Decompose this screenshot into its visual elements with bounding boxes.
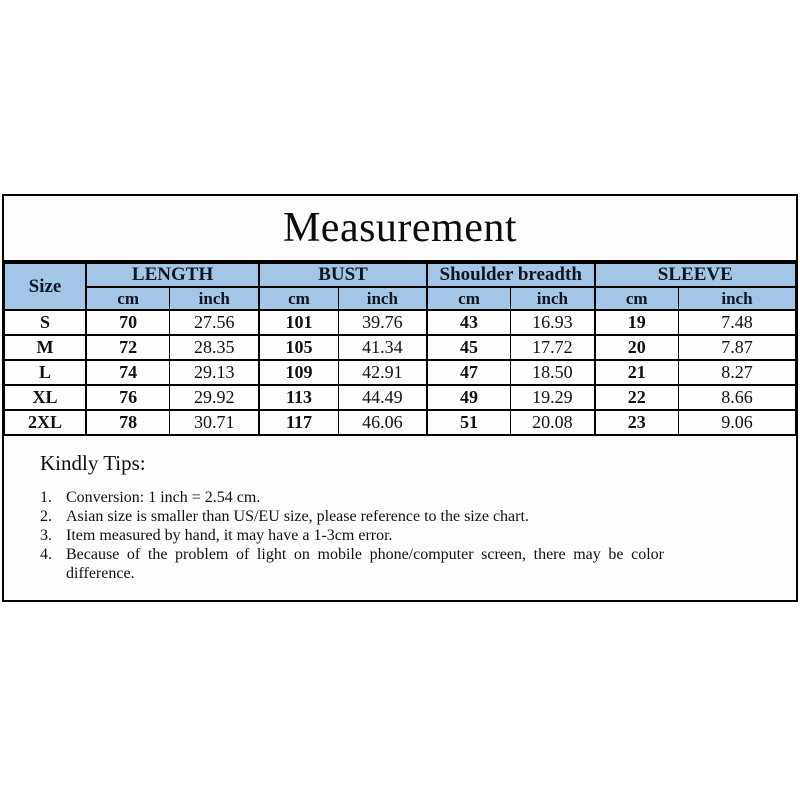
shoulder-cm-value: 43 <box>427 310 511 335</box>
tip-item <box>40 488 664 507</box>
length-inch-header: inch <box>170 287 259 310</box>
bust-inch-value: 39.76 <box>338 310 427 335</box>
tip-number: 1. <box>40 489 52 506</box>
tips-list <box>40 488 664 583</box>
sleeve-cm-value: 21 <box>595 360 679 385</box>
bust-cm-value: 113 <box>259 385 338 410</box>
length-inch-value: 29.92 <box>170 385 259 410</box>
length-group-header: LENGTH <box>86 263 259 287</box>
bust-inch-value: 46.06 <box>338 410 427 435</box>
tip-item <box>40 526 664 545</box>
bust-inch-value: 42.91 <box>338 360 427 385</box>
table-row-xl <box>5 385 796 410</box>
tip-item <box>40 507 664 526</box>
length-cm-header: cm <box>86 287 170 310</box>
sleeve-cm-value: 22 <box>595 385 679 410</box>
sleeve-inch-value: 9.06 <box>678 410 795 435</box>
tips-heading: Kindly Tips: <box>40 451 146 475</box>
tip-text: Conversion: 1 inch = 2.54 cm. <box>66 489 261 506</box>
tip-number: 3. <box>40 527 52 544</box>
sleeve-inch-value: 7.48 <box>678 310 795 335</box>
sleeve-group-header: SLEEVE <box>595 263 796 287</box>
size-label: M <box>5 335 86 360</box>
tips-section <box>4 436 796 583</box>
shoulder-cm-value: 49 <box>427 385 511 410</box>
shoulder-inch-value: 17.72 <box>511 335 595 360</box>
tip-text: Item measured by hand, it may have a 1-3cm error. <box>66 527 393 544</box>
bust-inch-header: inch <box>338 287 427 310</box>
shoulder-inch-header: inch <box>511 287 595 310</box>
measurement-sheet <box>2 194 798 602</box>
bust-cm-value: 117 <box>259 410 338 435</box>
units-header-row <box>5 287 796 310</box>
length-cm-value: 72 <box>86 335 170 360</box>
bust-cm-value: 109 <box>259 360 338 385</box>
bust-cm-value: 105 <box>259 335 338 360</box>
tip-item <box>40 545 664 583</box>
length-inch-value: 30.71 <box>170 410 259 435</box>
shoulder-cm-value: 45 <box>427 335 511 360</box>
sleeve-inch-value: 7.87 <box>678 335 795 360</box>
sleeve-inch-value: 8.27 <box>678 360 795 385</box>
length-inch-value: 27.56 <box>170 310 259 335</box>
shoulder-inch-value: 19.29 <box>511 385 595 410</box>
length-cm-value: 70 <box>86 310 170 335</box>
table-row-2xl <box>5 410 796 435</box>
group-header-row <box>5 263 796 287</box>
tip-number: 2. <box>40 508 52 525</box>
length-inch-value: 28.35 <box>170 335 259 360</box>
size-label: L <box>5 360 86 385</box>
bust-cm-value: 101 <box>259 310 338 335</box>
bust-group-header: BUST <box>259 263 427 287</box>
bust-inch-value: 44.49 <box>338 385 427 410</box>
shoulder-cm-header: cm <box>427 287 511 310</box>
table-row-s <box>5 310 796 335</box>
shoulder-inch-value: 18.50 <box>511 360 595 385</box>
shoulder-inch-value: 20.08 <box>511 410 595 435</box>
measurement-table <box>4 262 796 436</box>
sleeve-cm-value: 19 <box>595 310 679 335</box>
sleeve-inch-value: 8.66 <box>678 385 795 410</box>
tip-number: 4. <box>40 546 52 563</box>
sleeve-inch-header: inch <box>678 287 795 310</box>
length-cm-value: 78 <box>86 410 170 435</box>
sleeve-cm-header: cm <box>595 287 679 310</box>
size-label: 2XL <box>5 410 86 435</box>
size-label: S <box>5 310 86 335</box>
page-title: Measurement <box>282 205 518 251</box>
shoulder-inch-value: 16.93 <box>511 310 595 335</box>
table-row-l <box>5 360 796 385</box>
size-column-header: Size <box>5 263 86 310</box>
sleeve-cm-value: 23 <box>595 410 679 435</box>
table-row-m <box>5 335 796 360</box>
sleeve-cm-value: 20 <box>595 335 679 360</box>
shoulder-cm-value: 47 <box>427 360 511 385</box>
tip-text: Because of the problem of light on mobile phone/computer screen, there may be color difference. <box>66 546 664 582</box>
title-row <box>4 196 796 262</box>
tip-text: Asian size is smaller than US/EU size, please reference to the size chart. <box>66 508 529 525</box>
bust-cm-header: cm <box>259 287 338 310</box>
shoulder-breadth-group-header: Shoulder breadth <box>427 263 595 287</box>
bust-inch-value: 41.34 <box>338 335 427 360</box>
size-label: XL <box>5 385 86 410</box>
length-cm-value: 74 <box>86 360 170 385</box>
length-cm-value: 76 <box>86 385 170 410</box>
shoulder-cm-value: 51 <box>427 410 511 435</box>
length-inch-value: 29.13 <box>170 360 259 385</box>
